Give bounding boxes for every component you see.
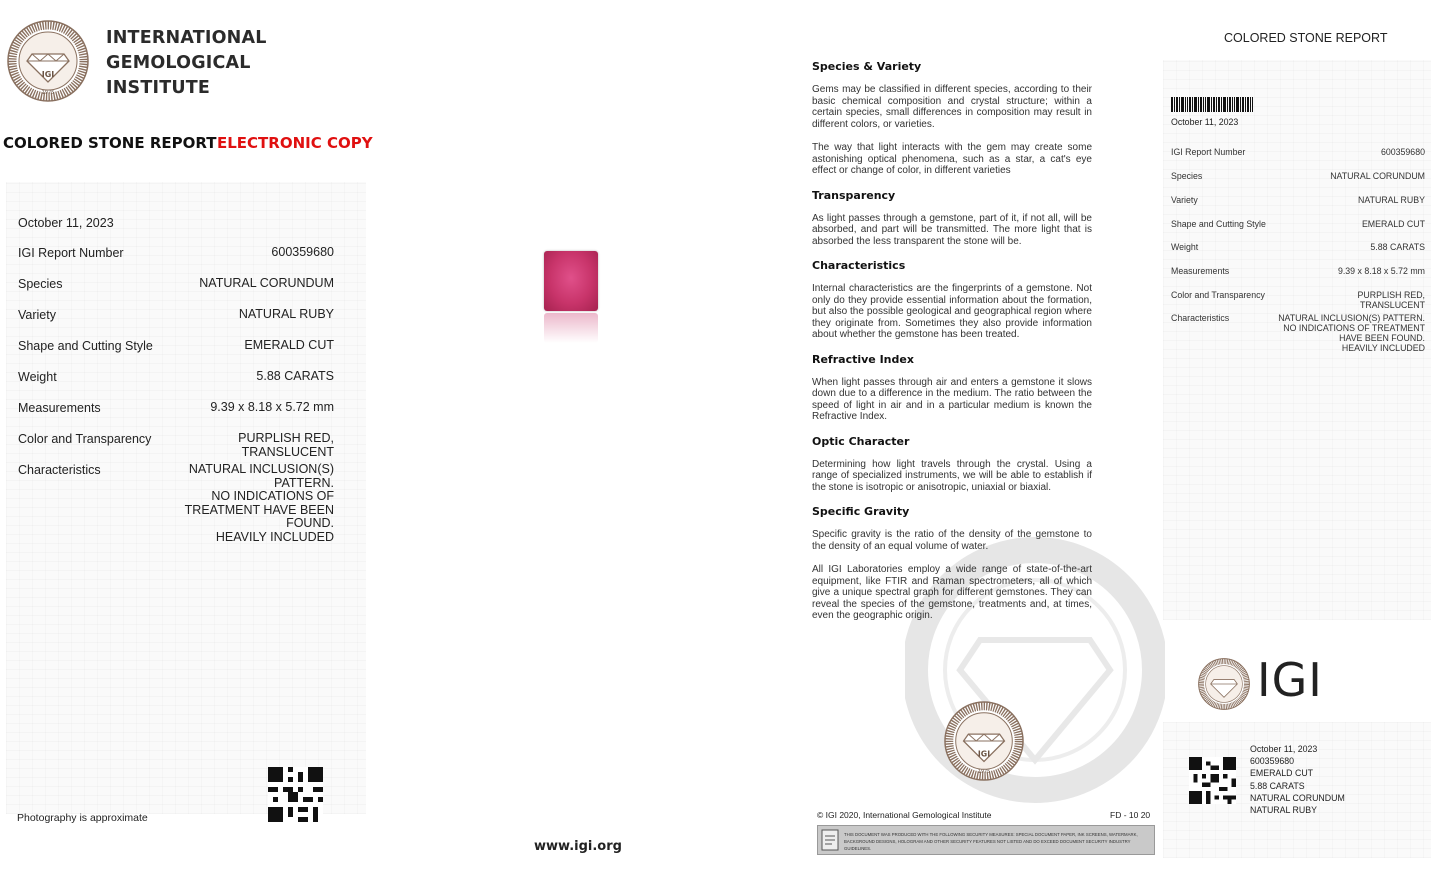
svg-text:1975: 1975	[977, 769, 991, 776]
stub-date: October 11, 2023	[1171, 117, 1239, 127]
info-column: Species & Variety Gems may be classified in different species, according to their basic chemical composition and crystal structure; within a certain species, small differences in composition may result in different colors, or varieties. The way that light interacts with the gem may create some astonishing optical phenomena, such as a star, a cat's eye effect or change of color, in different varieties Transparency As light passes through a gemstone, part of it, if not all, will be absorbed, and part will be transmitted. The more light that is absorbed the less transparent the stone will be. Characteristics Internal characteristics are the fingerprints of a gemstone. Not only do they provide essential information about the formation, but also the possible geological and geographical region where they originate from. Sometimes they also provide information about whether the gemstone has been treated. Refractive Index When light passes through air and enters a gemstone it slows down due to a difference in the medium. The ratio between the speed of light in air and in a particular medium is known the Refractive Index. Optic Character Determining how light travels through the crystal. Using a range of specialized instruments, we will be able to establish if the stone is isotropic or anisotropic, uniaxial or biaxial. Specific Gravity Specific gravity is the ratio of the density of the gemstone to the density of an equal volume of water. All IGI Laboratories employ a wide range of state-of-the-art equipment, like FTIR and Raman spectrometers, all of which give a unique spectral graph for different gemstones. They can reveal the species of the gemstone, treatments and, at times, even the geographic origin.	[812, 60, 1092, 621]
info-title-gravity: Specific Gravity	[812, 505, 910, 518]
photo-approximate-note: Photography is approximate	[17, 812, 148, 824]
stub-qr-code	[1189, 757, 1236, 804]
barcode	[1171, 97, 1253, 112]
info-title-refractive: Refractive Index	[812, 352, 914, 366]
security-text: THIS DOCUMENT WAS PRODUCED WITH THE FOLLOWING SECURITY MEASURES: SPECIAL DOCUMENT PAPER, INK SCREENS, WATERMARK, BACKGROUND DESIGNS, HOLOGRAM AND OTHER SECURITY FEATURES NOT LISTED AND DO EXCEED DOCUMENT SECURITY INDUSTRY GUIDELINES.	[844, 832, 1138, 851]
info-title-species: Species & Variety	[812, 60, 922, 73]
stub-title: COLORED STONE REPORT	[1224, 31, 1388, 45]
gem-photo	[544, 251, 598, 311]
igi-seal-logo	[7, 20, 89, 102]
qr-code	[268, 767, 323, 822]
website-link[interactable]: www.igi.org	[534, 839, 622, 854]
info-title-characteristics: Characteristics	[812, 259, 906, 272]
form-code: FD - 10 20	[1110, 810, 1151, 820]
copyright-text: © IGI 2020, International Gemological Institute	[817, 810, 992, 820]
igi-logo-seal	[1198, 658, 1250, 710]
svg-text:IGI: IGI	[977, 749, 991, 759]
seal-mono: IGI	[41, 70, 55, 79]
report-title: COLORED STONE REPORT	[3, 134, 217, 152]
stub-card-summary: October 11, 2023 600359680 EMERALD CUT 5.88 CARATS NATURAL CORUNDUM NATURAL RUBY	[1250, 744, 1345, 816]
security-strip	[817, 825, 1155, 855]
institute-name: INTERNATIONAL GEMOLOGICAL INSTITUTE	[106, 28, 267, 98]
seal-stamp	[944, 701, 1024, 781]
seal-year: 1975	[41, 90, 55, 96]
info-title-optic: Optic Character	[812, 434, 910, 448]
document-icon	[821, 829, 839, 851]
gem-reflection	[544, 313, 598, 343]
info-title-transparency: Transparency	[812, 188, 896, 202]
report-date: October 11, 2023	[18, 216, 114, 230]
electronic-copy-label: ELECTRONIC COPY	[217, 134, 373, 152]
igi-logo-text: IGI	[1257, 653, 1323, 707]
